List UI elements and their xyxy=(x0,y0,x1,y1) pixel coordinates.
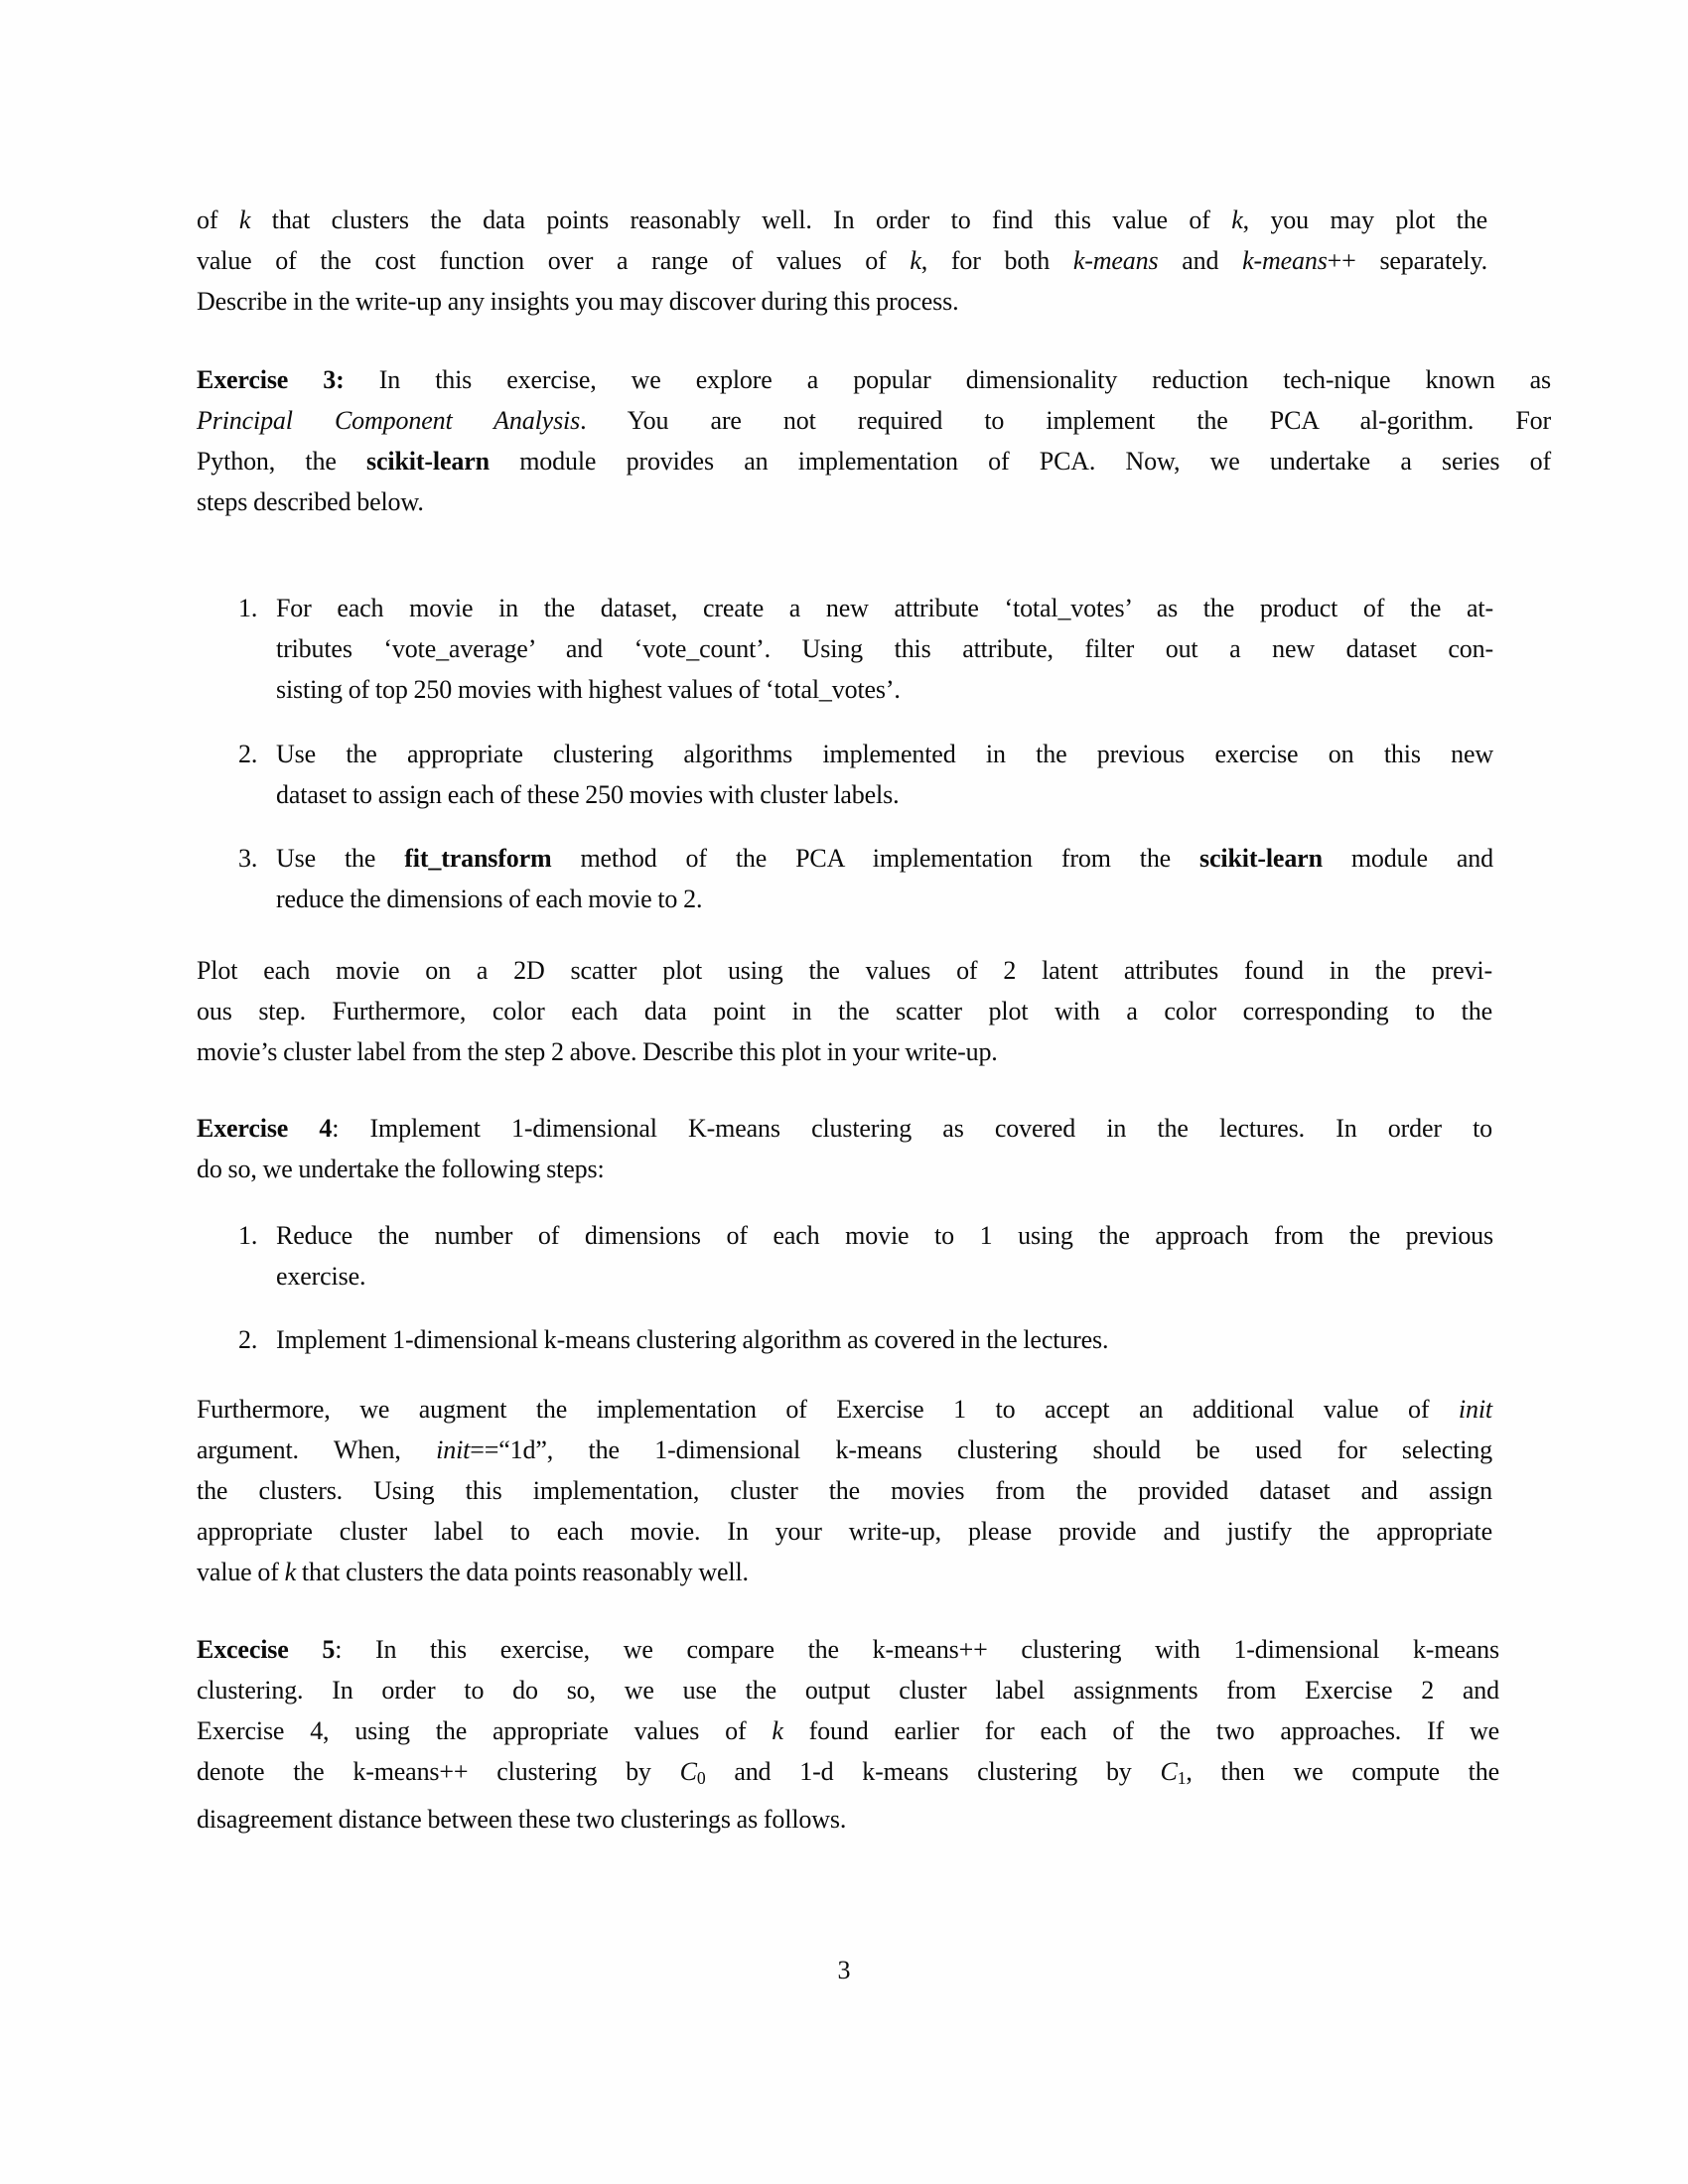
list-item-ex3-2 xyxy=(238,734,1493,815)
list-marker: 2. xyxy=(238,740,258,768)
page-number: 3 xyxy=(837,1956,851,1984)
text-line: denote the k-means++ clustering by C0 and 1-d k-means clustering by C1, then we compute the xyxy=(197,1757,1499,1788)
text-line: For each movie in the dataset, create a new attribute ‘total_votes’ as the product of the at- xyxy=(276,594,1493,622)
paragraph-furthermore xyxy=(197,1389,1492,1592)
text-line: value of the cost function over a range of values of k, for both k-means and k-means++ separately. xyxy=(197,246,1487,275)
text-line: exercise. xyxy=(276,1262,366,1291)
list-item-ex3-3 xyxy=(238,838,1493,919)
text-line: Use the fit_transform method of the PCA implementation from the scikit-learn module and xyxy=(276,844,1494,873)
text-line: Python, the scikit-learn module provides an implementation of PCA. Now, we undertake a series of xyxy=(197,447,1551,476)
list-item-lines xyxy=(276,588,1493,710)
text-line: Use the appropriate clustering algorithms implemented in the previous exercise on this new xyxy=(276,740,1493,768)
text-line: do so, we undertake the following steps: xyxy=(197,1155,605,1183)
list-item-lines xyxy=(276,734,1493,815)
text-line: disagreement distance between these two clusterings as follows. xyxy=(197,1804,847,1834)
list-item-lines xyxy=(276,838,1493,919)
text-line: dataset to assign each of these 250 movies with cluster labels. xyxy=(276,780,900,809)
text-line: Plot each movie on a 2D scatter plot using the values of 2 latent attributes found in the previ- xyxy=(197,956,1492,985)
text-line: Principal Component Analysis. You are not required to implement the PCA al-gorithm. For xyxy=(197,406,1552,435)
list-item-ex3-1 xyxy=(238,588,1493,710)
list-item-lines xyxy=(276,1215,1493,1297)
text-line: steps described below. xyxy=(197,487,424,516)
text-line: value of k that clusters the data points reasonably well. xyxy=(197,1558,749,1586)
text-line: Describe in the write-up any insights you may discover during this process. xyxy=(197,287,959,316)
text-line: Exercise 4: Implement 1-dimensional K-means clustering as covered in the lectures. In order to xyxy=(197,1114,1493,1143)
paragraph-exercise-4 xyxy=(197,1108,1492,1189)
text-line: argument. When, init==“1d”, the 1-dimensional k-means clustering should be used for selecting xyxy=(197,1435,1492,1464)
list-item-lines xyxy=(276,1319,1493,1360)
text-line: appropriate cluster label to each movie. In your write-up, please provide and justify the appropriate xyxy=(197,1517,1492,1546)
text-line: movie’s cluster label from the step 2 above. Describe this plot in your write-up. xyxy=(197,1037,998,1066)
text-line: Exercise 4, using the appropriate values of k found earlier for each of the two approaches. If we xyxy=(197,1716,1499,1745)
text-line: Implement 1-dimensional k-means clustering algorithm as covered in the lectures. xyxy=(276,1325,1109,1354)
text-line: tributes ‘vote_average’ and ‘vote_count’. Using this attribute, filter out a new dataset con- xyxy=(276,634,1493,663)
list-marker: 1. xyxy=(238,1221,258,1250)
text-line: ous step. Furthermore, color each data point in the scatter plot with a color corresponding to the xyxy=(197,997,1492,1025)
list-item-ex4-1 xyxy=(238,1215,1493,1297)
text-line: Reduce the number of dimensions of each movie to 1 using the approach from the previous xyxy=(276,1221,1493,1250)
text-line: Exercise 3: In this exercise, we explore a popular dimensionality reduction tech-nique known as xyxy=(197,365,1551,394)
text-line: sisting of top 250 movies with highest values of ‘total_votes’. xyxy=(276,675,901,704)
text-line: the clusters. Using this implementation, cluster the movies from the provided dataset and assign xyxy=(197,1476,1492,1505)
text-line: Furthermore, we augment the implementation of Exercise 1 to accept an additional value of init xyxy=(197,1395,1492,1424)
list-marker: 3. xyxy=(238,844,258,873)
text-line: Excecise 5: In this exercise, we compare the k-means++ clustering with 1-dimensional k-means xyxy=(197,1635,1499,1664)
list-marker: 2. xyxy=(238,1325,258,1354)
list-marker: 1. xyxy=(238,594,258,622)
text-line: reduce the dimensions of each movie to 2. xyxy=(276,885,703,913)
paragraph-intro xyxy=(197,200,1487,322)
paragraph-plot-scatter xyxy=(197,950,1492,1072)
text-line: of k that clusters the data points reasonably well. In order to find this value of k, you may plot the xyxy=(197,205,1487,234)
paragraph-exercise-5 xyxy=(197,1629,1499,1840)
text-line: clustering. In order to do so, we use the output cluster label assignments from Exercise 2 and xyxy=(197,1676,1499,1705)
list-item-ex4-2 xyxy=(238,1319,1493,1360)
paragraph-exercise-3 xyxy=(197,359,1551,522)
